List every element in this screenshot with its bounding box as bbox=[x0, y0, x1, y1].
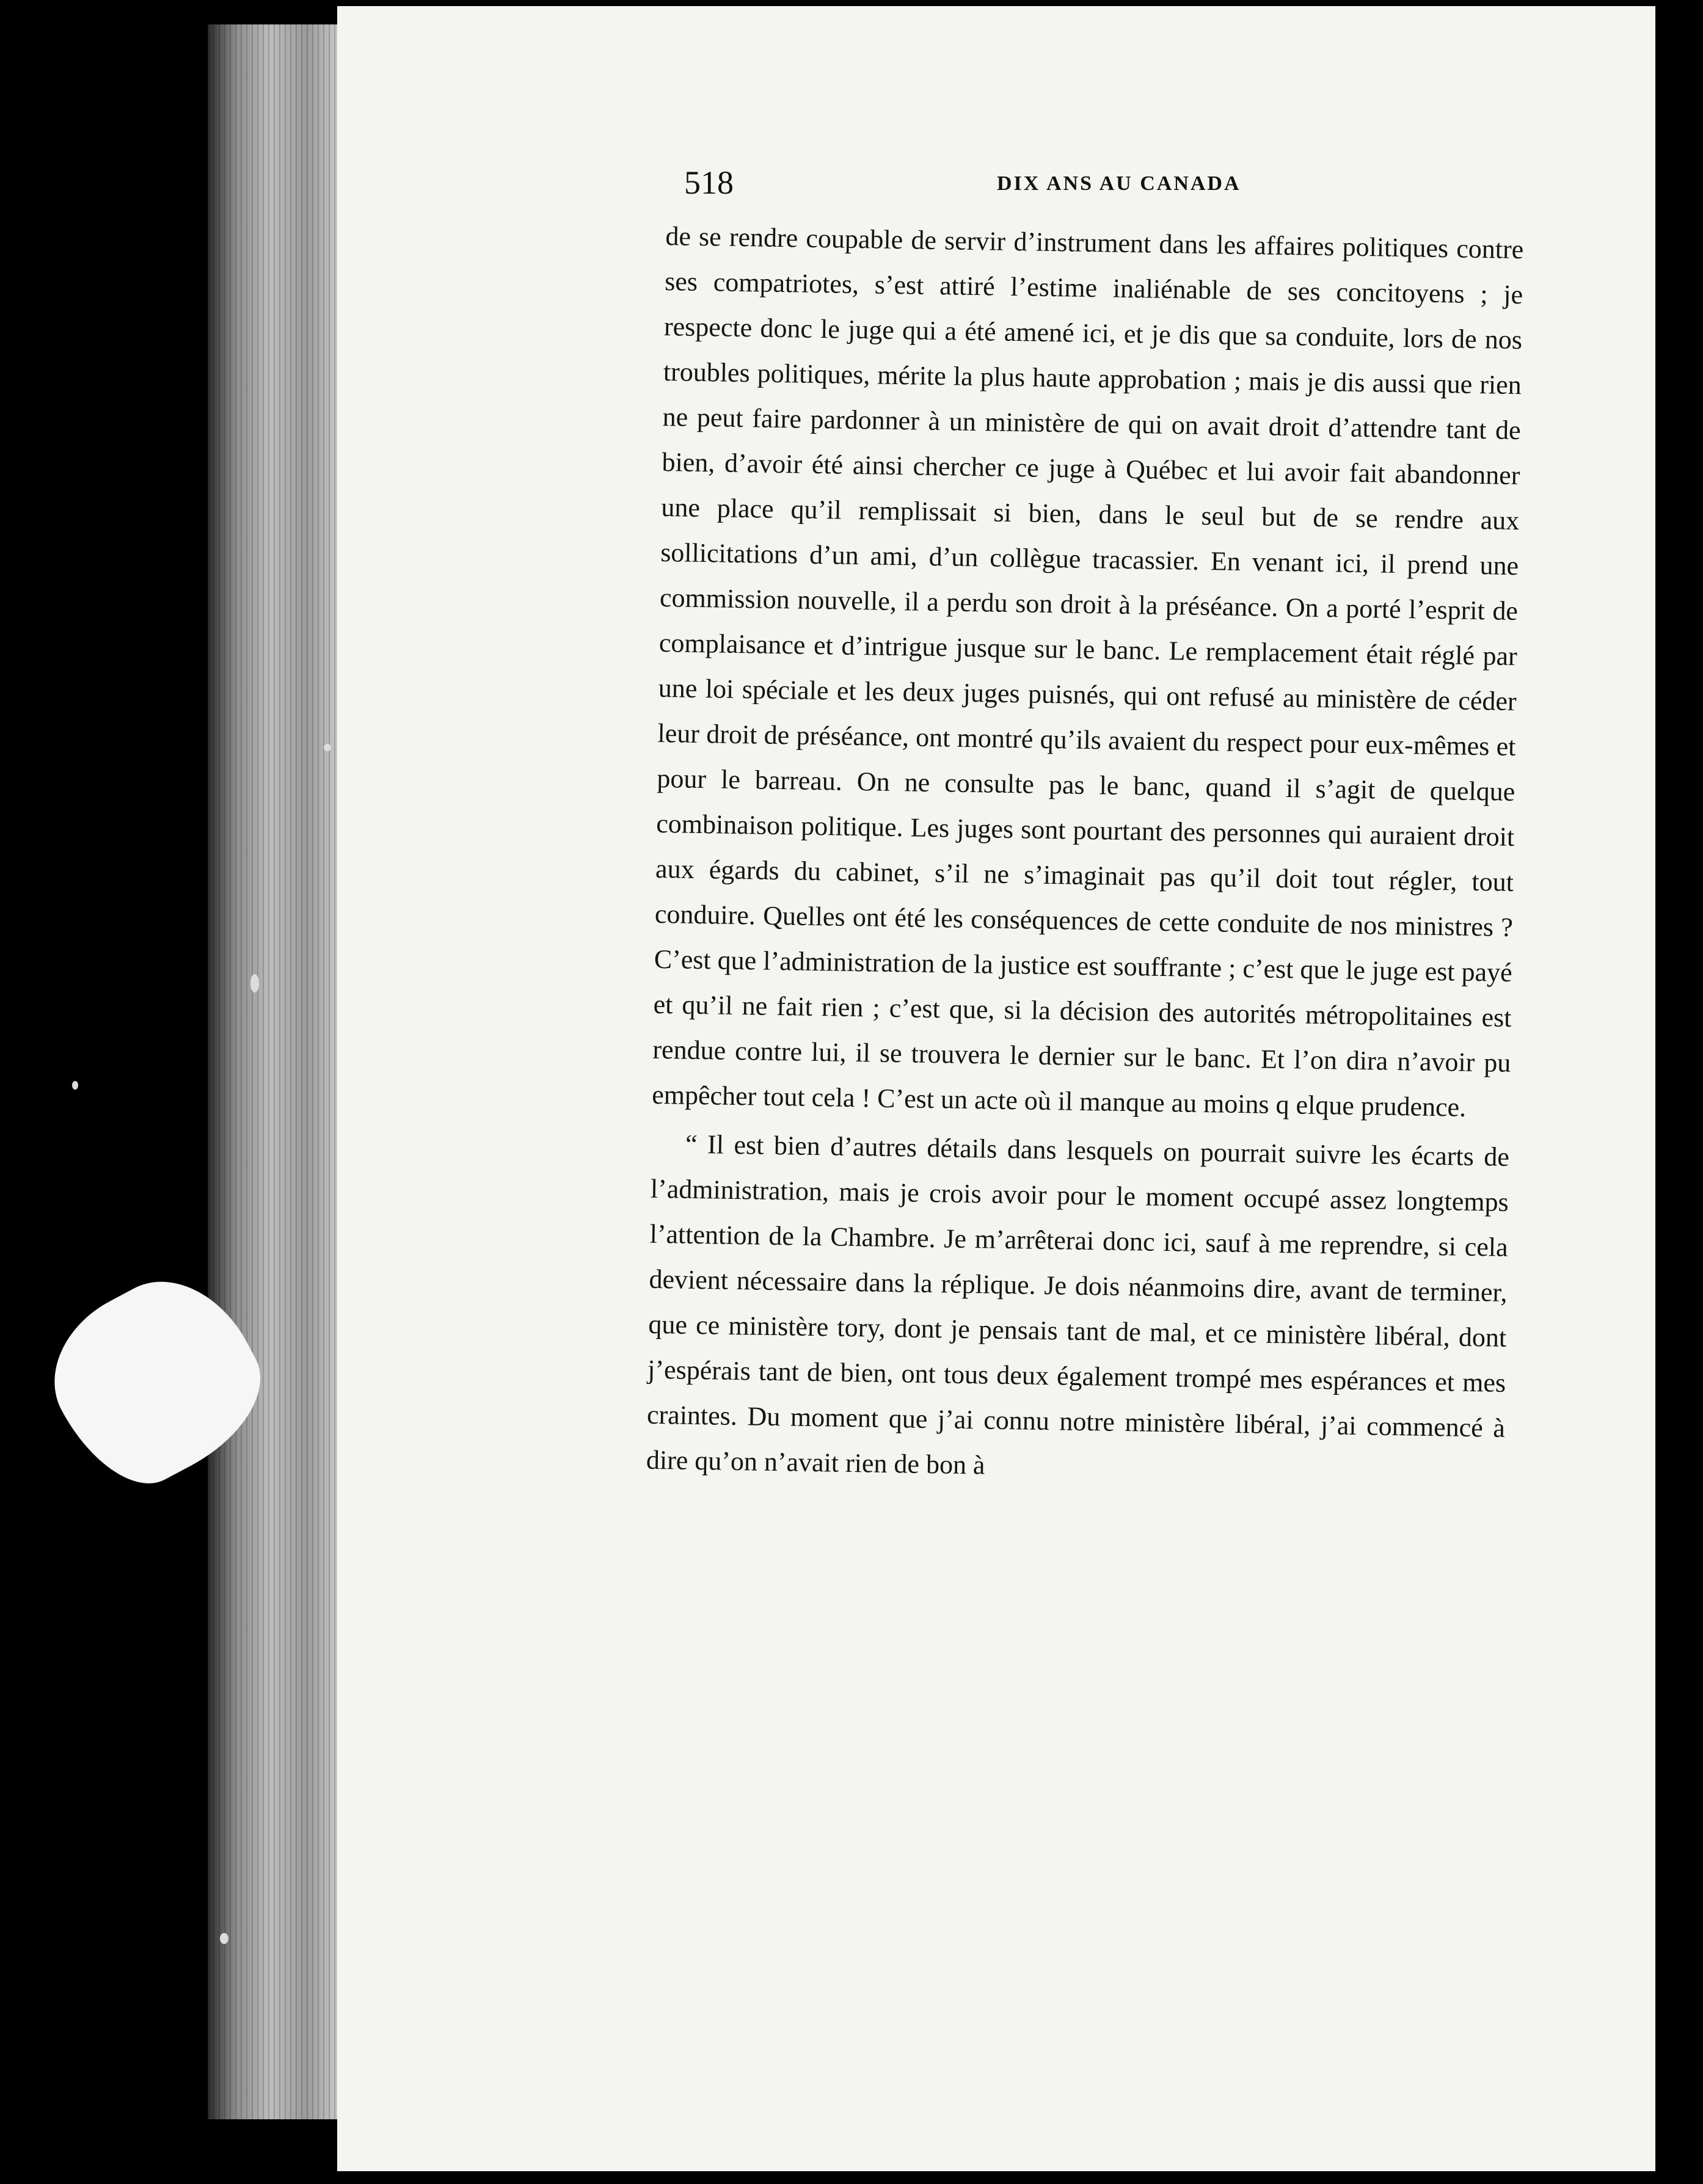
scan-speck bbox=[324, 744, 331, 751]
scan-speck bbox=[220, 1933, 228, 1944]
scan-speck bbox=[72, 1081, 78, 1090]
book-binding-edge bbox=[208, 24, 348, 2119]
scan-border bbox=[1657, 0, 1703, 2184]
page-number: 518 bbox=[684, 164, 734, 201]
paragraph: de se rendre coupable de servir d’instrument dans les affaires politiques contre ses compatriotes, s’est attiré l’estime inaliénable de ses concitoyens ; je respecte donc le juge qui a été amené ici, et je dis que sa conduite, lors de nos troubles politiques, mérite la plus haute approbation ; mais je dis aussi que rien ne peut faire pardonner à un ministère de qui on avait droit d’attendre tant de bien, d’avoir été ainsi chercher ce juge à Québec et lui avoir fait abandonner une place qu’il remplissait si bien, dans le seul but de se rendre aux sollicitations d’un ami, d’un collègue tracassier. En venant ici, il prend une commission nouvelle, il a perdu son droit à la préséance. On a porté l’esprit de complaisance et d’intrigue jusque sur le banc. Le remplacement était réglé par une loi spéciale et les deux juges puisnés, qui ont refusé au ministère de céder leur droit de préséance, ont montré qu’ils avaient du respect pour eux-mêmes et pour le barreau. On ne consulte pas le banc, quand il s’agit de quelque combinaison politique. Les juges sont pourtant des personnes qui auraient droit aux égards du cabinet, s’il ne s’imaginait pas qu’il doit tout régler, tout conduire. Quelles ont été les conséquences de cette conduite de nos ministres ? C’est que l’administration de la justice est souffrante ; c’est que le juge est payé et qu’il ne fait rien ; c’est que, si la décision des autorités métropolitaines est rendue contre lui, il se trouvera le dernier sur le banc. Et l’on dira n’avoir pu empêcher tout cela ! C’est un acte où il manque au moins q elque prudence. bbox=[651, 220, 1524, 1123]
page-header bbox=[684, 164, 1295, 213]
running-title: DIX ANS AU CANADA bbox=[997, 172, 1241, 195]
body-text bbox=[646, 214, 1523, 1496]
page-edges-texture bbox=[208, 24, 348, 2119]
paragraph: “ Il est bien d’autres détails dans lesquels on pourrait suivre les écarts de l’administration, mais je crois avoir pour le moment occupé assez longtemps l’attention de la Chambre. Je m’arrêterai donc ici, sauf à me reprendre, si cela devient nécessaire dans la réplique. Je dois néanmoins dire, avant de terminer, que ce ministère tory, dont je pensais tant de mal, et ce ministère libéral, dont j’espérais tant de bien, ont tous deux également trompé mes espérances et mes craintes. Du moment que j’ai connu notre ministère libéral, j’ai commencé à dire qu’on n’avait rien de bon à bbox=[646, 1129, 1510, 1480]
scan-speck bbox=[250, 974, 259, 992]
